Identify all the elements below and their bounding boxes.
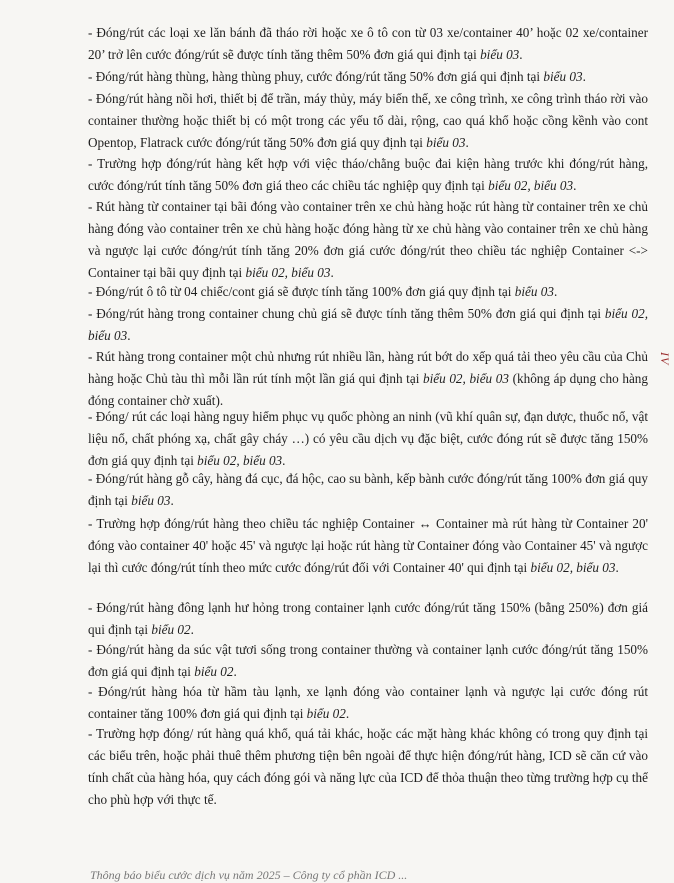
page-footer: Thông báo biểu cước dịch vụ năm 2025 – Công ty cổ phần ICD ... bbox=[90, 868, 408, 882]
paragraph-3: - Đóng/rút hàng nồi hơi, thiết bị để trần, máy thủy, máy biến thế, xe công trình, xe công trình tháo rời vào container thường hoặc thiết bị có một trong các yếu tố dài, rộng, cao quá khổ hoặc cồng kềnh vào cont Opentop, Flatrack cước đóng/rút tăng 50% đơn giá quy định tại biểu 03. bbox=[88, 91, 648, 150]
paragraph-2: - Đóng/rút hàng thùng, hàng thùng phuy, cước đóng/rút tăng 50% đơn giá qui định tại biểu 03. bbox=[88, 69, 586, 84]
margin-annotation: IV bbox=[658, 352, 672, 366]
paragraph-13: - Đóng/rút hàng da súc vật tươi sống trong container thường và container lạnh cước đóng/rút tăng 150% đơn giá qui định tại biểu 02. bbox=[88, 642, 648, 679]
paragraph-1: - Đóng/rút các loại xe lăn bánh đã tháo rời hoặc xe ô tô con từ 03 xe/container 40’ hoặc 02 xe/container 20’ trở lên cước đóng/rút sẽ được tính tăng thêm 50% đơn giá qui định tại biểu 03. bbox=[88, 25, 648, 62]
paragraph-5: - Rút hàng từ container tại bãi đóng vào container trên xe chủ hàng hoặc rút hàng từ container trên xe chủ hàng đóng vào container trên xe chủ hàng hoặc đóng hàng từ xe chủ hàng vào container trên xe chủ hàng và ngược lại cước đóng/rút tính tăng 20% đơn giá cước đóng/rút theo chiều tác nghiệp Container <-> Container tại bãi quy định tại biểu 02, biểu 03. bbox=[88, 199, 648, 280]
paragraph-6: - Đóng/rút ô tô từ 04 chiếc/cont giá sẽ được tính tăng 100% đơn giá quy định tại biểu 03. bbox=[88, 284, 558, 299]
paragraph-12: - Đóng/rút hàng đông lạnh hư hỏng trong container lạnh cước đóng/rút tăng 150% (bằng 250%) đơn giá qui định tại biểu 02. bbox=[88, 600, 648, 637]
paragraph-8: - Rút hàng trong container một chủ nhưng rút nhiều lần, hàng rút bớt do xếp quá tải theo yêu cầu của Chủ hàng hoặc Chủ tàu thì mỗi lần rút tính một lần giá qui định tại biểu 02, biểu 03 (không áp dụng cho hàng đóng container chờ xuất). bbox=[88, 349, 648, 408]
paragraph-7: - Đóng/rút hàng trong container chung chủ giá sẽ được tính tăng thêm 50% đơn giá qui định tại biểu 02, biểu 03. bbox=[88, 306, 648, 343]
paragraph-4: - Trường hợp đóng/rút hàng kết hợp với việc tháo/chằng buộc đai kiện hàng trước khi đóng/rút hàng, cước đóng/rút tính tăng 50% đơn giá theo các chiều tác nghiệp quy định tại biểu 02, biểu 03. bbox=[88, 156, 648, 193]
paragraph-15: - Trường hợp đóng/ rút hàng quá khổ, quá tải khác, hoặc các mặt hàng khác không có trong quy định tại các biểu trên, hoặc phải thuê thêm phương tiện bên ngoài để thực hiện đóng/rút hàng, ICD sẽ căn cứ vào tính chất của hàng hóa, quy cách đóng gói và năng lực của ICD để thỏa thuận theo từng trường hợp cụ thể cho phù hợp với thực tế. bbox=[88, 726, 648, 807]
paragraph-11: - Trường hợp đóng/rút hàng theo chiều tác nghiệp Container ↔ Container mà rút hàng từ Container 20' đóng vào container 40' hoặc 45' và ngược lại hoặc rút hàng từ Container đóng vào Container 45' và ngược lại thì cước đóng/rút tính theo mức cước đóng/rút đối với Container 40' qui định tại biểu 02, biểu 03. bbox=[88, 516, 648, 575]
paragraph-10: - Đóng/rút hàng gỗ cây, hàng đá cục, đá hộc, cao su bành, kếp bành cước đóng/rút tăng 100% đơn giá quy định tại biểu 03. bbox=[88, 471, 648, 508]
paragraph-14: - Đóng/rút hàng hóa từ hầm tàu lạnh, xe lạnh đóng vào container lạnh và ngược lại cước đóng rút container tăng 100% đơn giá qui định tại biểu 02. bbox=[88, 684, 648, 721]
paragraph-9: - Đóng/ rút các loại hàng nguy hiểm phục vụ quốc phòng an ninh (vũ khí quân sự, đạn dược, thuốc nổ, vật liệu nổ, chất phóng xạ, chất gây cháy …) có yêu cầu dịch vụ đặc biệt, cước đóng rút sẽ được tăng 150% đơn giá quy định tại biểu 02, biểu 03. bbox=[88, 409, 649, 468]
